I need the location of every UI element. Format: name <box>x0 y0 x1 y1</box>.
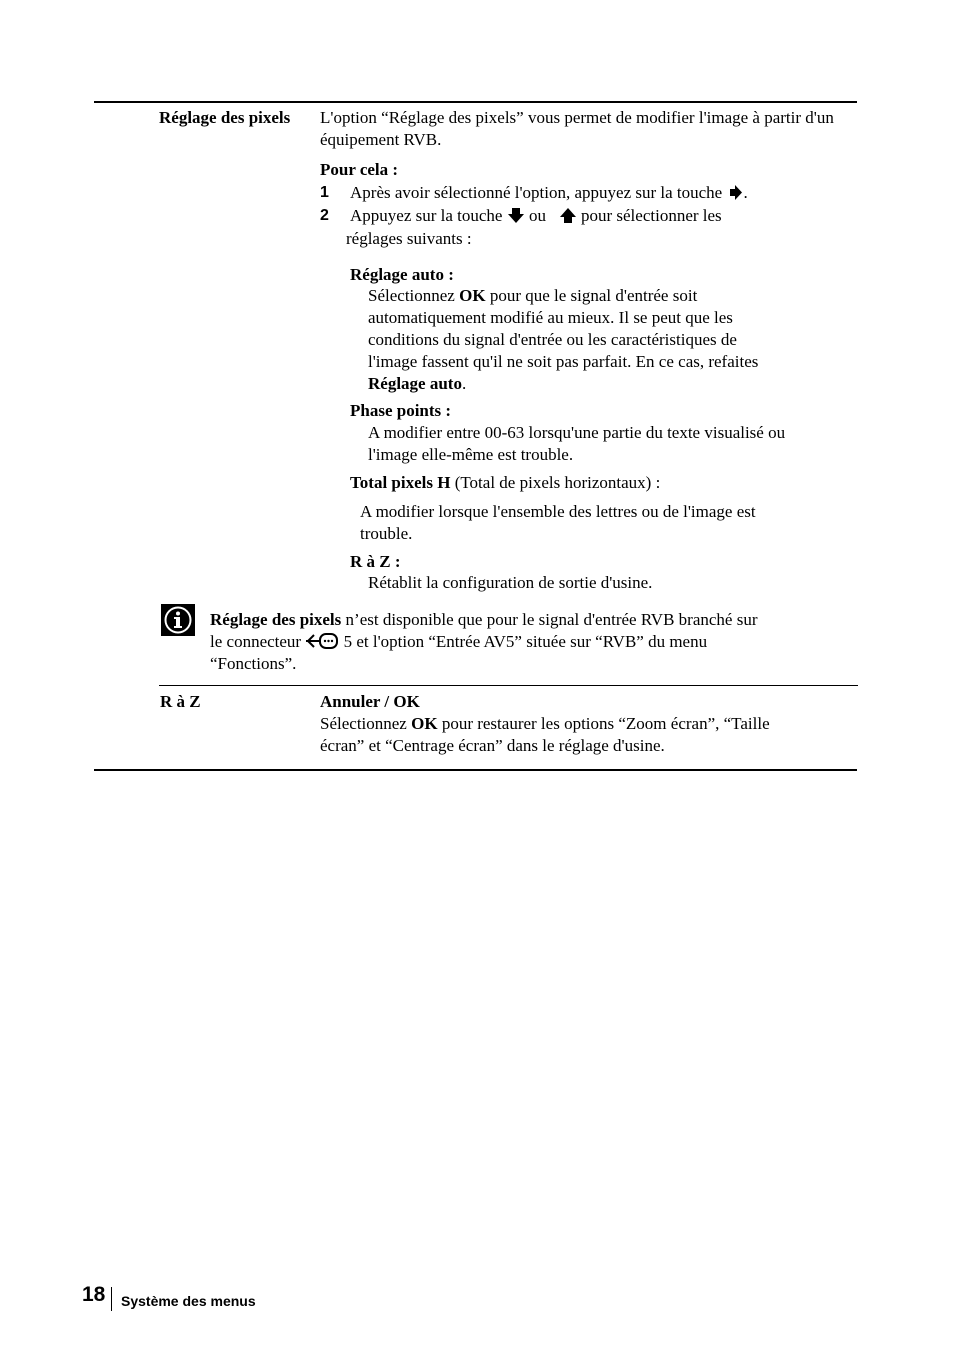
step-2-label-a: Appuyez sur la touche <box>350 206 503 225</box>
info-note <box>210 609 758 675</box>
step-1-period: . <box>743 183 748 202</box>
raz-options-title: Annuler / OK <box>320 692 420 711</box>
setting-label-raz: R à Z <box>160 692 201 711</box>
setting-label-pixels: Réglage des pixels <box>159 108 291 127</box>
total-pixels-bold: Total pixels H <box>350 473 451 492</box>
step-1-label: Après avoir sélectionné l'option, appuyez sur la touche <box>350 183 723 202</box>
phase-text-1: A modifier entre 00-63 lorsqu'une partie du texte visualisé ou <box>368 423 786 442</box>
note-text-1: n’est disponible que pour le signal d'entrée RVB branché sur <box>345 610 758 629</box>
arrow-down-icon <box>507 207 525 224</box>
auto-text-1b: pour que le signal d'entrée soit <box>489 286 698 305</box>
raz-sub-title: R à Z : <box>350 552 401 571</box>
reglage-auto-desc <box>368 285 758 395</box>
note-bold: Réglage des pixels <box>210 610 342 629</box>
arrow-up-icon <box>559 207 577 224</box>
step-2-text <box>350 205 722 227</box>
raz-sub-desc: Rétablit la configuration de sortie d'usine. <box>368 573 653 592</box>
info-icon <box>161 604 195 636</box>
step-2-number: 2 <box>320 207 329 224</box>
note-text-2a: le connecteur <box>210 632 302 651</box>
total-text-1: A modifier lorsque l'ensemble des lettres ou de l'image est <box>360 502 756 521</box>
footer-divider <box>111 1287 112 1311</box>
connector-icon <box>305 632 339 650</box>
phase-text-2: l'image elle-même est trouble. <box>368 445 574 464</box>
middle-rule <box>159 685 858 686</box>
bottom-rule <box>94 769 857 771</box>
auto-text-2: automatiquement modifié au mieux. Il se peut que les <box>368 308 733 327</box>
intro-line-1 <box>320 107 855 151</box>
page-number: 18 <box>82 1283 106 1306</box>
raz-text-1b: pour restaurer les options “Zoom écran”, “Taille <box>441 714 770 733</box>
step-2-continuation: réglages suivants : <box>346 229 472 248</box>
step-2-label-b: pour sélectionner les <box>580 206 722 225</box>
total-pixels-title <box>350 472 660 494</box>
footer-section-title: Système des menus <box>121 1293 256 1309</box>
note-text-3: “Fonctions”. <box>210 654 297 673</box>
auto-text-5-bold: Réglage auto <box>368 374 462 393</box>
top-rule <box>94 101 857 103</box>
pour-cela-label: Pour cela : <box>320 160 399 179</box>
auto-text-5-end: . <box>461 374 467 393</box>
step-1-number: 1 <box>320 184 329 201</box>
note-text-2b: 5 et l'option “Entrée AV5” située sur “RVB” du menu <box>343 632 708 651</box>
auto-text-4: l'image fassent qu'il ne soit pas parfait. En ce cas, refaites <box>368 352 759 371</box>
total-pixels-rest: (Total de pixels horizontaux) : <box>454 473 661 492</box>
auto-text-3: conditions du signal d'entrée ou les caractéristiques de <box>368 330 737 349</box>
raz-ok: OK <box>411 714 438 733</box>
raz-text-1a: Sélectionnez <box>320 714 407 733</box>
total-pixels-desc <box>360 501 756 545</box>
phase-points-desc <box>368 422 785 466</box>
intro-text: L'option “Réglage des pixels” vous permet de modifier l'image à partir d'un équipement RVB. <box>320 108 834 149</box>
auto-ok: OK <box>459 286 486 305</box>
total-text-2: trouble. <box>360 524 413 543</box>
raz-text-2: écran” et “Centrage écran” dans le réglage d'usine. <box>320 736 665 755</box>
step-2-ou: ou <box>528 206 546 225</box>
auto-text-1a: Sélectionnez <box>368 286 455 305</box>
arrow-right-icon <box>726 184 743 201</box>
reglage-auto-title: Réglage auto : <box>350 265 454 284</box>
phase-points-title: Phase points : <box>350 401 452 420</box>
step-1-text <box>350 182 748 204</box>
raz-desc <box>320 713 770 757</box>
